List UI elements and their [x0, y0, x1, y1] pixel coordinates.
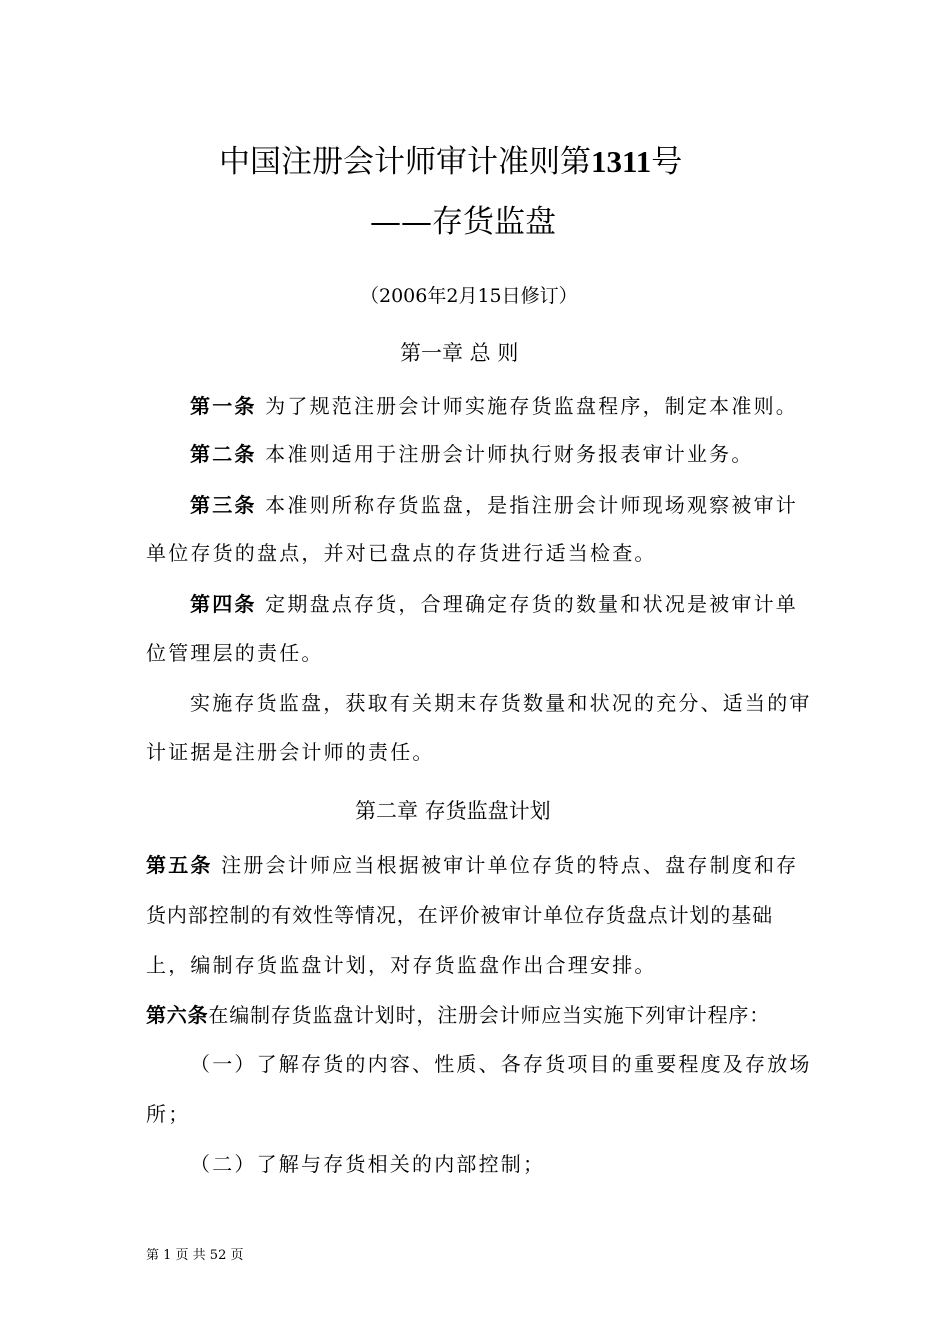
- article-2: [190, 442, 754, 466]
- article-3: [190, 493, 798, 517]
- article-3-label: 第三条: [190, 493, 257, 517]
- article-6-text: 在编制存货监盘计划时，注册会计师应当实施下列审计程序：: [208, 1003, 771, 1027]
- article-3-text-2: 单位存货的盘点，并对已盘点的存货进行适当检查。: [146, 541, 657, 565]
- article-4-text-2: 位管理层的责任。: [146, 641, 324, 665]
- article-1-label: 第一条: [190, 394, 257, 418]
- document-title: [219, 143, 682, 181]
- revision-date: （2006年2月15日修订）: [360, 285, 578, 307]
- article-4: [190, 592, 798, 616]
- paragraph-2: 计证据是注册会计师的责任。: [146, 740, 435, 764]
- article-5: [146, 853, 798, 877]
- article-1: [190, 394, 798, 418]
- title-prefix: 中国注册会计师审计准则第: [219, 144, 591, 180]
- item-1-continued: 所；: [146, 1102, 191, 1126]
- article-2-label: 第二条: [190, 442, 257, 466]
- article-4-label: 第四条: [190, 592, 257, 616]
- title-number: 1311: [591, 144, 652, 179]
- article-6: [146, 1003, 770, 1027]
- item-2: （二）了解与存货相关的内部控制；: [190, 1152, 546, 1176]
- article-6-label: 第六条: [146, 1003, 209, 1027]
- article-2-text: 本准则适用于注册会计师执行财务报表审计业务。: [256, 442, 754, 466]
- article-1-text: 为了规范注册会计师实施存货监盘程序，制定本准则。: [256, 394, 798, 418]
- article-5-text-2: 货内部控制的有效性等情况，在评价被审计单位存货盘点计划的基础: [146, 903, 773, 927]
- document-subtitle: ——存货监盘: [370, 204, 556, 240]
- article-5-label: 第五条: [146, 853, 213, 877]
- article-4-text-1: 定期盘点存货，合理确定存货的数量和状况是被审计单: [256, 592, 798, 616]
- item-1: （一）了解存货的内容、性质、各存货项目的重要程度及存放场: [190, 1052, 812, 1076]
- article-3-text-1: 本准则所称存货监盘，是指注册会计师现场观察被审计: [256, 493, 798, 517]
- article-5-text-3: 上，编制存货监盘计划，对存货监盘作出合理安排。: [146, 953, 657, 977]
- page-footer: 第 1 页 共 52 页: [146, 1248, 244, 1263]
- chapter-2-heading: 第二章 存货监盘计划: [355, 799, 551, 823]
- title-suffix: 号: [651, 144, 683, 180]
- chapter-1-heading: 第一章 总 则: [400, 341, 519, 365]
- article-5-text-1: 注册会计师应当根据被审计单位存货的特点、盘存制度和存: [212, 853, 799, 877]
- paragraph-1: 实施存货监盘，获取有关期末存货数量和状况的充分、适当的审: [190, 691, 812, 715]
